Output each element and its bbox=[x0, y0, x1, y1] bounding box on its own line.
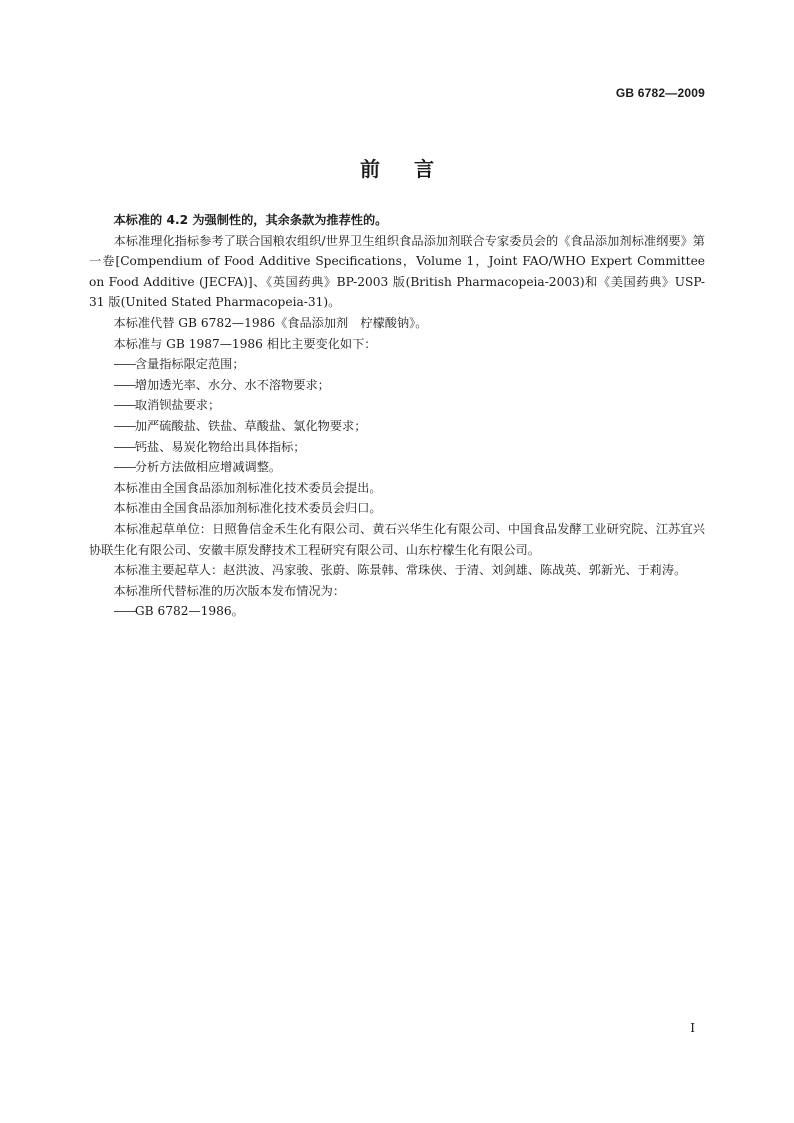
managed-by: 本标准由全国食品添加剂标准化技术委员会归口。 bbox=[113, 501, 382, 516]
proposed-by: 本标准由全国食品添加剂标准化技术委员会提出。 bbox=[113, 480, 382, 495]
list-item bbox=[89, 395, 705, 416]
page-title: 前言 bbox=[360, 157, 468, 181]
dash-marker: —— bbox=[113, 357, 135, 372]
dash-marker: —— bbox=[113, 377, 135, 392]
list-item-text: 含量指标限定范围； bbox=[134, 357, 245, 372]
changes-intro: 本标准与 GB 1987—1986 相比主要变化如下： bbox=[113, 336, 377, 351]
list-item bbox=[89, 437, 705, 458]
list-item-text: 加严硫酸盐、铁盐、草酸盐、氯化物要求； bbox=[134, 418, 367, 433]
list-item bbox=[89, 601, 705, 622]
list-item-text: 增加透光率、水分、水不溶物要求； bbox=[134, 377, 330, 392]
changes-list bbox=[89, 354, 705, 478]
history-intro: 本标准所代替标准的历次版本发布情况为： bbox=[113, 583, 346, 598]
list-item bbox=[89, 354, 705, 375]
drafters: 本标准主要起草人：赵洪波、冯家骏、张蔚、陈景韩、常珠侠、于清、刘剑雄、陈战英、郭新光、于莉涛。 bbox=[113, 563, 687, 578]
list-item-text: 取消钡盐要求； bbox=[134, 398, 221, 413]
dash-marker: —— bbox=[113, 418, 135, 433]
list-item-text: 分析方法做相应增减调整。 bbox=[134, 460, 282, 475]
list-item-text: 钙盐、易炭化物给出具体指标； bbox=[134, 439, 306, 454]
dash-marker: —— bbox=[113, 439, 135, 454]
drafting-units: 本标准起草单位：日照鲁信金禾生化有限公司、黄石兴华生化有限公司、中国食品发酵工业研究院、江苏宜兴协联生化有限公司、安徽丰原发酵技术工程研究有限公司、山东柠檬生化有限公司。 bbox=[89, 521, 705, 557]
standard-code: GB 6782—2009 bbox=[615, 86, 705, 100]
list-item bbox=[89, 457, 705, 478]
mandatory-note: 本标准的 4.2 为强制性的，其余条款为推荐性的。 bbox=[113, 213, 388, 227]
history-list bbox=[89, 601, 705, 622]
list-item-text: GB 6782—1986。 bbox=[134, 604, 244, 619]
reference-paragraph: 本标准理化指标参考了联合国粮农组织/世界卫生组织食品添加剂联合专家委员会的《食品添加剂标准纲要》第一卷[Compendium of Food Additive Specifications，Volume 1，Joint FAO/WHO Expert Committee on Food Additive (JECFA)]、《英国药典》BP-2003 版(British Pharmacopeia-2003)和《美国药典》USP-31 版(United Stated Pharmacopeia-31)。 bbox=[89, 233, 705, 310]
dash-marker: —— bbox=[113, 604, 135, 619]
list-item bbox=[89, 416, 705, 437]
page-number: I bbox=[690, 1021, 695, 1035]
list-item bbox=[89, 375, 705, 396]
dash-marker: —— bbox=[113, 398, 135, 413]
foreword-body bbox=[89, 210, 705, 622]
replaces-paragraph: 本标准代替 GB 6782—1986《食品添加剂 柠檬酸钠》。 bbox=[113, 315, 428, 330]
dash-marker: —— bbox=[113, 460, 135, 475]
